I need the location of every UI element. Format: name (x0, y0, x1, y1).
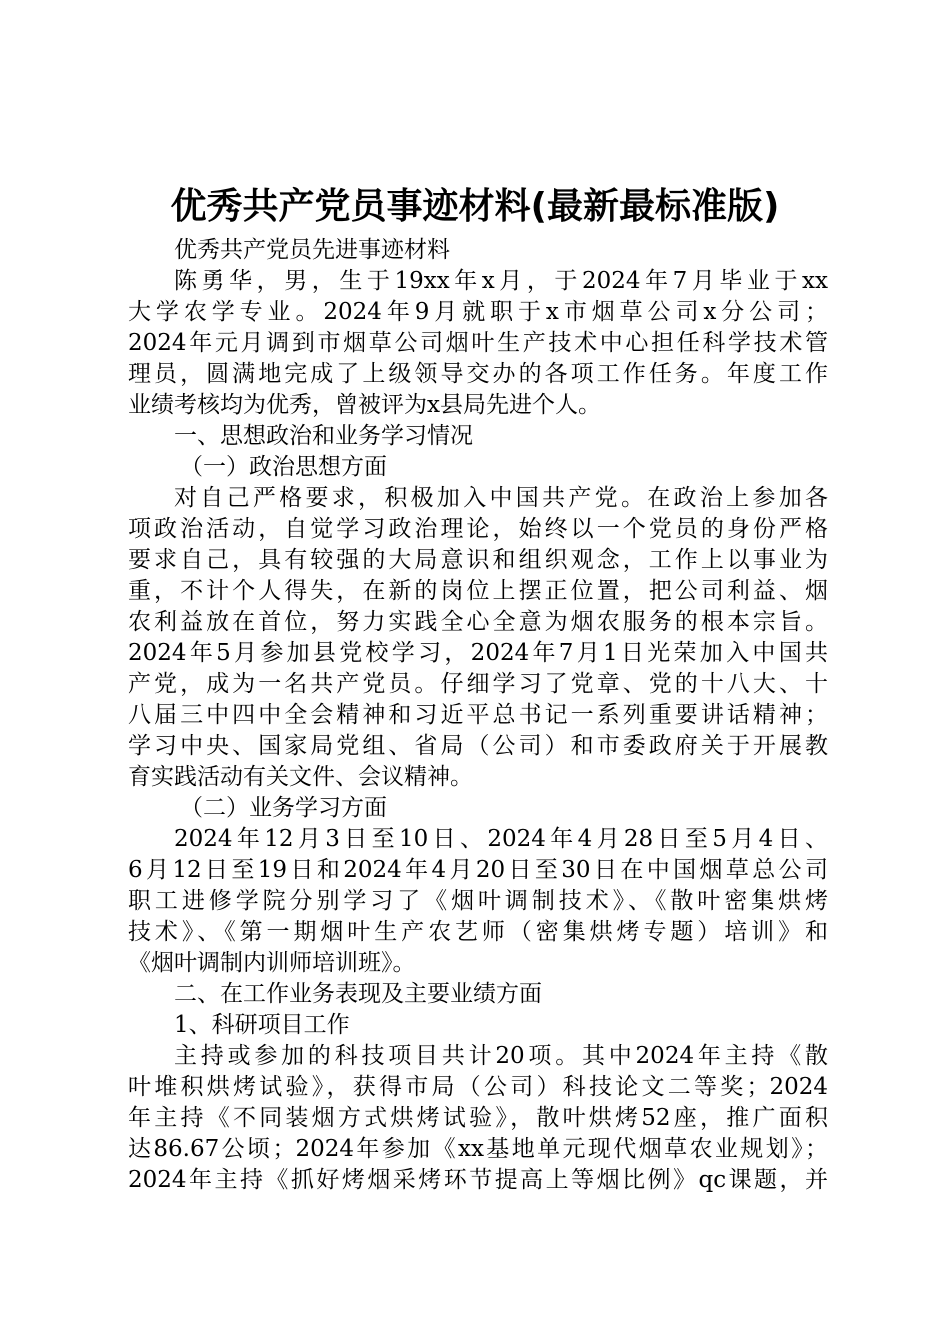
body-line: 2024年元月调到市烟草公司烟叶生产技术中心担任科学技术管 (128, 330, 828, 356)
body-line: 6月12日至19日和2024年4月20日至30日在中国烟草总公司 (128, 857, 828, 883)
body-line: 业绩考核均为优秀，曾被评为x县局先进个人。 (128, 392, 601, 418)
document-body (128, 235, 828, 1196)
body-line: 职工进修学院分别学习了《烟叶调制技术》、《散叶密集烘烤 (128, 888, 828, 914)
body-line: 主持或参加的科技项目共计20项。其中2024年主持《散 (174, 1043, 828, 1069)
body-line: 年主持《不同装烟方式烘烤试验》，散叶烘烤52座，推广面积 (128, 1105, 828, 1131)
body-line: 八届三中四中全会精神和习近平总书记一系列重要讲话精神； (128, 702, 828, 728)
body-line: 对自己严格要求，积极加入中国共产党。在政治上参加各 (174, 485, 828, 511)
body-line: 农利益放在首位，努力实践全心全意为烟农服务的根本宗旨。 (128, 609, 828, 635)
body-line: 学习中央、国家局党组、省局（公司）和市委政府关于开展教 (128, 733, 828, 759)
body-line: 优秀共产党员先进事迹材料 (174, 237, 450, 263)
body-line: 项政治活动，自觉学习政治理论，始终以一个党员的身份严格 (128, 516, 828, 542)
body-line: 要求自己，具有较强的大局意识和组织观念，工作上以事业为 (128, 547, 828, 573)
body-line: （一）政治思想方面 (180, 454, 387, 480)
document-title: 优秀共产党员事迹材料(最新最标准版) (170, 186, 780, 227)
body-line: 育实践活动有关文件、会议精神。 (128, 764, 473, 790)
body-line: 产党，成为一名共产党员。仔细学习了党章、党的十八大、十 (128, 671, 828, 697)
body-line: 2024年5月参加县党校学习，2024年7月1日光荣加入中国共 (128, 640, 828, 666)
body-line: （二）业务学习方面 (180, 795, 387, 821)
body-line: 陈勇华，男，生于19xx年x月，于2024年7月毕业于xx (174, 268, 828, 294)
body-line: 2024年主持《抓好烤烟采烤环节提高上等烟比例》qc课题，并 (128, 1167, 828, 1193)
body-line: 一、思想政治和业务学习情况 (174, 423, 473, 449)
body-line: 叶堆积烘烤试验》，获得市局（公司）科技论文二等奖；2024 (128, 1074, 828, 1100)
body-line: 2024年12月3日至10日、2024年4月28日至5月4日、 (174, 826, 828, 852)
body-line: 《烟叶调制内训师培训班》。 (128, 950, 416, 976)
body-line: 二、在工作业务表现及主要业绩方面 (174, 981, 542, 1007)
body-line: 理员，圆满地完成了上级领导交办的各项工作任务。年度工作 (128, 361, 828, 387)
body-line: 达86.67公顷；2024年参加《xx基地单元现代烟草农业规划》； (128, 1136, 828, 1162)
body-line: 技术》、《第一期烟叶生产农艺师（密集烘烤专题）培训》和 (128, 919, 828, 945)
body-line: 1、科研项目工作 (174, 1012, 350, 1038)
body-line: 重，不计个人得失，在新的岗位上摆正位置，把公司利益、烟 (128, 578, 828, 604)
body-line: 大学农学专业。2024年9月就职于x市烟草公司x分公司； (128, 299, 828, 325)
